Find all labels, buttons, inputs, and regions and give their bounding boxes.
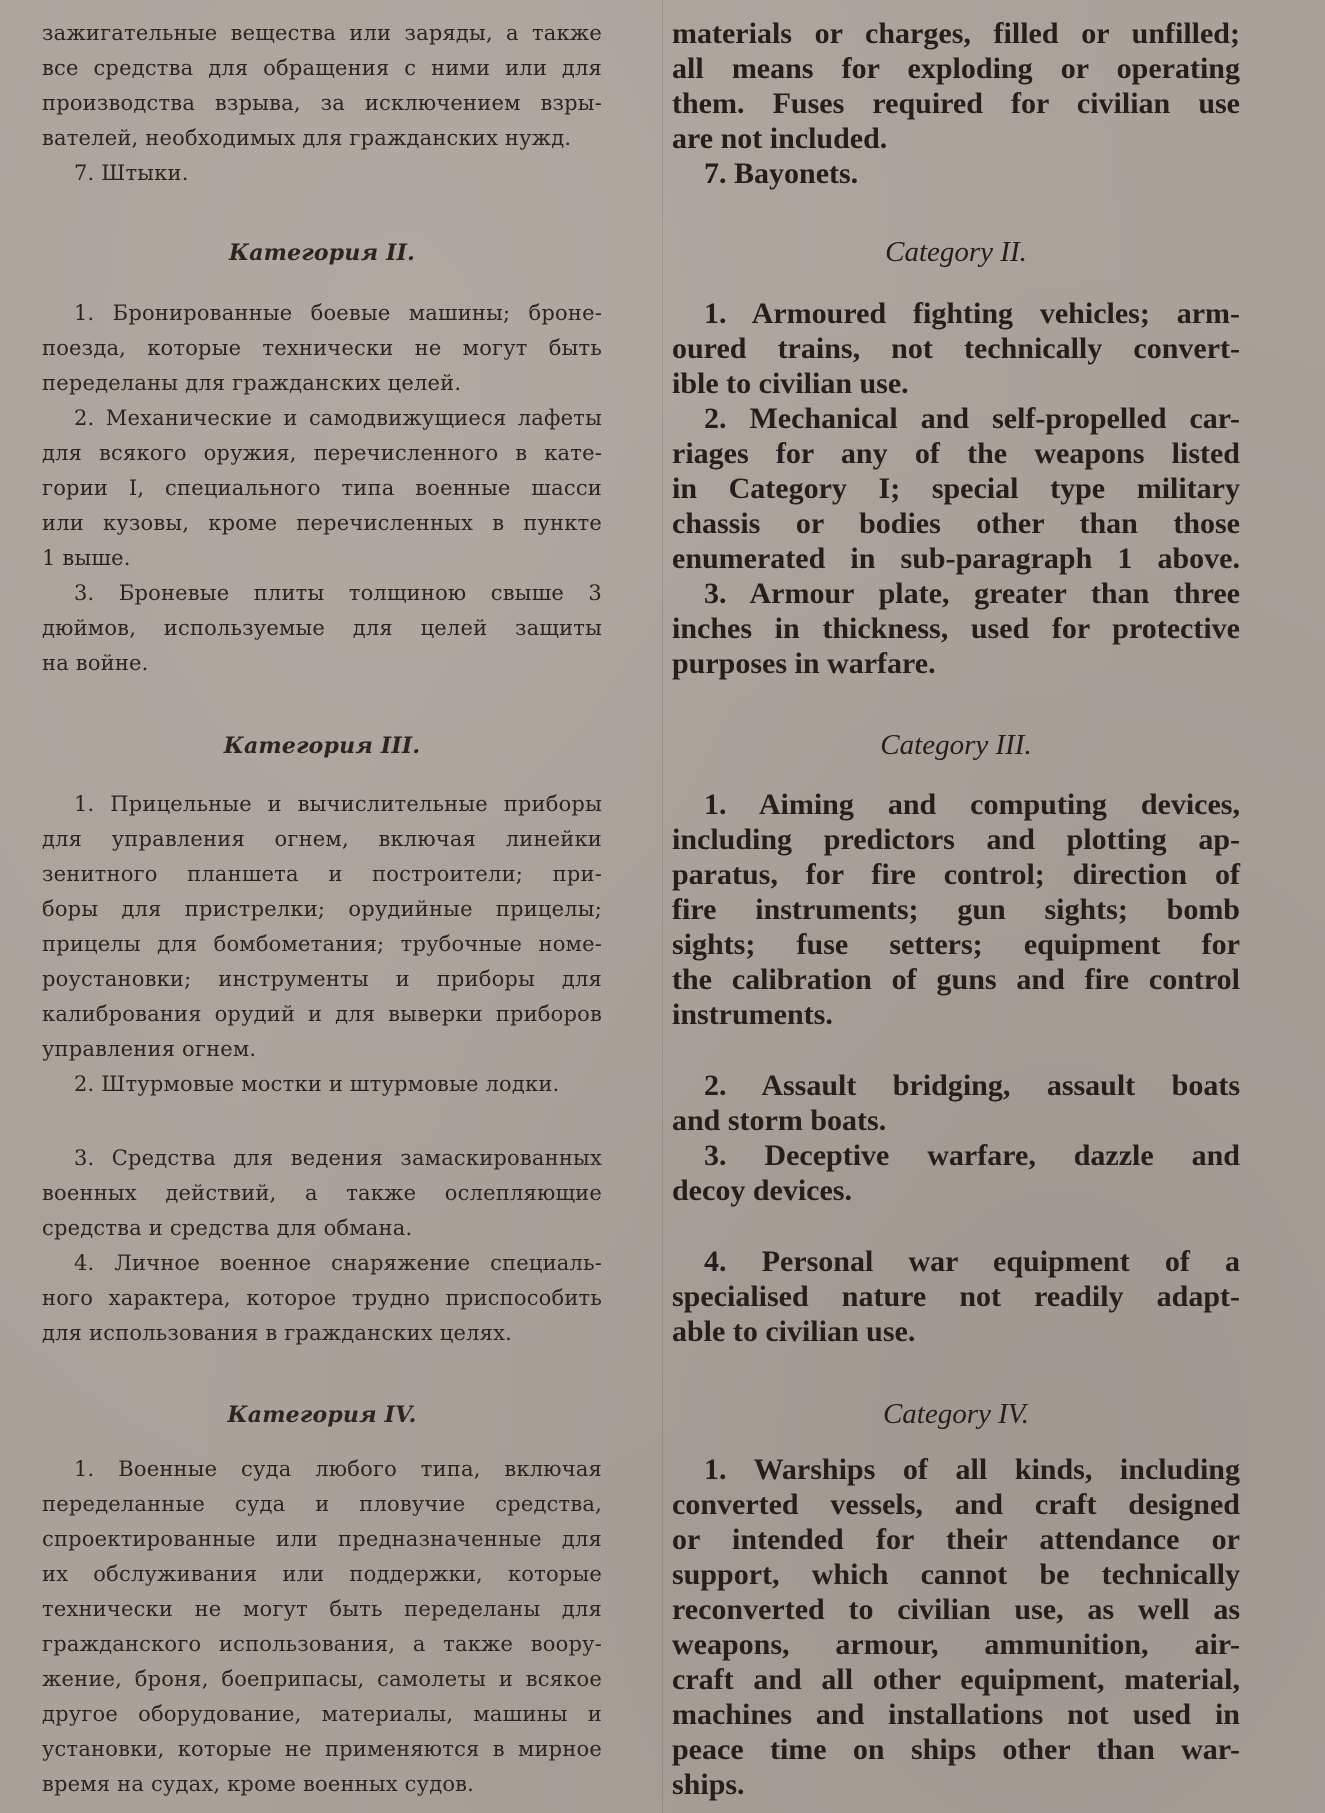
text-line: для управления огнем, включая линейки <box>42 827 602 851</box>
text-line: riages for any of the weapons listed <box>672 437 1240 470</box>
text-line: craft and all other equipment, material, <box>672 1663 1240 1696</box>
text-line: weapons, armour, ammunition, air- <box>672 1628 1240 1661</box>
text-line: другое оборудование, материалы, машины и <box>42 1702 602 1726</box>
text-line: able to civilian use. <box>672 1315 916 1348</box>
text-line: жение, броня, боеприпасы, самолеты и всякое <box>42 1667 602 1691</box>
text-line: 3. Deceptive warfare, dazzle and <box>704 1139 1240 1172</box>
text-line: 3. Средства для ведения замаскированных <box>74 1146 602 1170</box>
text-line: технически не могут быть переделаны для <box>42 1597 602 1621</box>
text-line: управления огнем. <box>42 1037 257 1061</box>
text-line: установки, которые не применяются в мирное <box>42 1737 602 1761</box>
text-line: спроектированные или предназначенные для <box>42 1527 602 1551</box>
text-line: гории I, специального типа военные шасси <box>42 476 602 500</box>
column-divider <box>662 0 663 1813</box>
text-line: all means for exploding or operating <box>672 52 1240 85</box>
text-line: chassis or bodies other than those <box>672 507 1240 540</box>
ru-category-3-body <box>42 787 602 1102</box>
en-category-3-heading: Category III. <box>880 729 1032 761</box>
text-line: enumerated in sub-paragraph 1 above. <box>672 542 1240 575</box>
text-line: ships. <box>672 1768 745 1801</box>
text-line: или кузовы, кроме перечисленных в пункте <box>42 511 602 535</box>
text-line: 3. Armour plate, greater than three <box>704 577 1240 610</box>
text-line: ного характера, которое трудно приспособить <box>42 1286 602 1310</box>
en-category-4-body <box>672 1452 1240 1802</box>
en-category-2-body <box>672 296 1240 681</box>
text-line: калибрования орудий и для выверки приборов <box>42 1002 602 1026</box>
text-line: средства и средства для обмана. <box>42 1216 413 1240</box>
text-line: in Category I; special type military <box>672 472 1240 505</box>
text-line: 2. Assault bridging, assault boats <box>704 1069 1240 1102</box>
ru-category-2-heading: Категория II. <box>229 240 415 266</box>
text-line: зажигательные вещества или заряды, а также <box>42 21 602 45</box>
en-item-7: 7. Bayonets. <box>704 157 859 190</box>
text-line: oured trains, not technically convert- <box>672 332 1240 365</box>
text-line: peace time on ships other than war- <box>672 1733 1240 1766</box>
text-line: 4. Personal war equipment of a <box>704 1245 1240 1278</box>
text-line: ible to civilian use. <box>672 367 909 400</box>
en-category-3-item-4 <box>672 1244 1240 1349</box>
text-line: все средства для обращения с ними или для <box>42 56 602 80</box>
ru-category-4-heading: Категория IV. <box>227 1402 417 1428</box>
ru-item-7: 7. Штыки. <box>74 161 189 185</box>
en-intro-paragraph <box>672 16 1240 191</box>
text-line: боры для пристрелки; орудийные прицелы; <box>42 897 602 921</box>
text-line: зенитного планшета и построители; при- <box>42 862 602 886</box>
text-line: the calibration of guns and fire control <box>672 963 1240 996</box>
text-line: reconverted to civilian use, as well as <box>672 1593 1240 1626</box>
text-line: 1. Военные суда любого типа, включая <box>74 1457 602 1481</box>
text-line: 4. Личное военное снаряжение специаль- <box>74 1251 602 1275</box>
text-line: вателей, необходимых для гражданских нужд. <box>42 126 572 150</box>
text-line: including predictors and plotting ap- <box>672 823 1240 856</box>
ru-intro-paragraph <box>42 16 602 191</box>
text-line: fire instruments; gun sights; bomb <box>672 893 1240 926</box>
text-line: paratus, for fire control; direction of <box>672 858 1240 891</box>
text-line: 1. Armoured fighting vehicles; arm- <box>704 297 1240 330</box>
text-line: время на судах, кроме военных судов. <box>42 1772 475 1796</box>
text-line: 2. Механические и самодвижущиеся лафеты <box>74 406 602 430</box>
text-line: machines and installations not used in <box>672 1698 1240 1731</box>
text-line: or intended for their attendance or <box>672 1523 1240 1556</box>
en-category-2-heading: Category II. <box>885 236 1027 268</box>
ru-category-2-body <box>42 296 602 681</box>
en-category-3-items-2-3 <box>672 1068 1240 1208</box>
text-line: 3. Броневые плиты толщиною свыше 3 <box>74 581 602 605</box>
text-line: дюймов, используемые для целей защиты <box>42 616 602 640</box>
text-line: sights; fuse setters; equipment for <box>672 928 1240 961</box>
text-line: для использования в гражданских целях. <box>42 1321 512 1345</box>
text-line: 1. Прицельные и вычислительные приборы <box>74 792 602 816</box>
text-line: гражданского использования, а также воору- <box>42 1632 602 1656</box>
text-line: 1. Aiming and computing devices, <box>704 788 1240 821</box>
en-category-4-heading: Category IV. <box>882 1398 1030 1430</box>
ru-item-2: 2. Штурмовые мостки и штурмовые лодки. <box>74 1072 560 1096</box>
text-line: specialised nature not readily adapt- <box>672 1280 1240 1313</box>
text-line: на войне. <box>42 651 149 675</box>
text-line: purposes in warfare. <box>672 647 936 680</box>
text-line: converted vessels, and craft designed <box>672 1488 1240 1521</box>
text-line: are not included. <box>672 122 888 155</box>
text-line: them. Fuses required for civilian use <box>672 87 1240 120</box>
text-line: переделанные суда и пловучие средства, <box>42 1492 602 1516</box>
text-line: роустановки; инструменты и приборы для <box>42 967 602 991</box>
text-line: inches in thickness, used for protective <box>672 612 1240 645</box>
text-line: and storm boats. <box>672 1104 887 1137</box>
text-line: их обслуживания или поддержки, которые <box>42 1562 602 1586</box>
text-line: 2. Mechanical and self-propelled car- <box>704 402 1240 435</box>
ru-category-3-heading: Категория III. <box>223 733 421 759</box>
text-line: производства взрыва, за исключением взры- <box>42 91 602 115</box>
ru-category-3-item-3 <box>42 1141 602 1351</box>
en-category-3-body <box>672 787 1240 1032</box>
text-line: 1. Бронированные боевые машины; броне- <box>74 301 602 325</box>
text-line: переделаны для гражданских целей. <box>42 371 462 395</box>
text-line: прицелы для бомбометания; трубочные номе- <box>42 932 602 956</box>
text-line: для всякого оружия, перечисленного в кате- <box>42 441 602 465</box>
text-line: materials or charges, filled or unfilled; <box>672 17 1240 50</box>
text-line: 1. Warships of all kinds, including <box>704 1453 1240 1486</box>
text-line: decoy devices. <box>672 1174 852 1207</box>
text-line: военных действий, а также ослепляющие <box>42 1181 602 1205</box>
ru-category-4-body <box>42 1452 602 1802</box>
text-line: поезда, которые технически не могут быть <box>42 336 602 360</box>
text-line: support, which cannot be technically <box>672 1558 1240 1591</box>
text-line: 1 выше. <box>42 546 131 570</box>
text-line: instruments. <box>672 998 833 1031</box>
